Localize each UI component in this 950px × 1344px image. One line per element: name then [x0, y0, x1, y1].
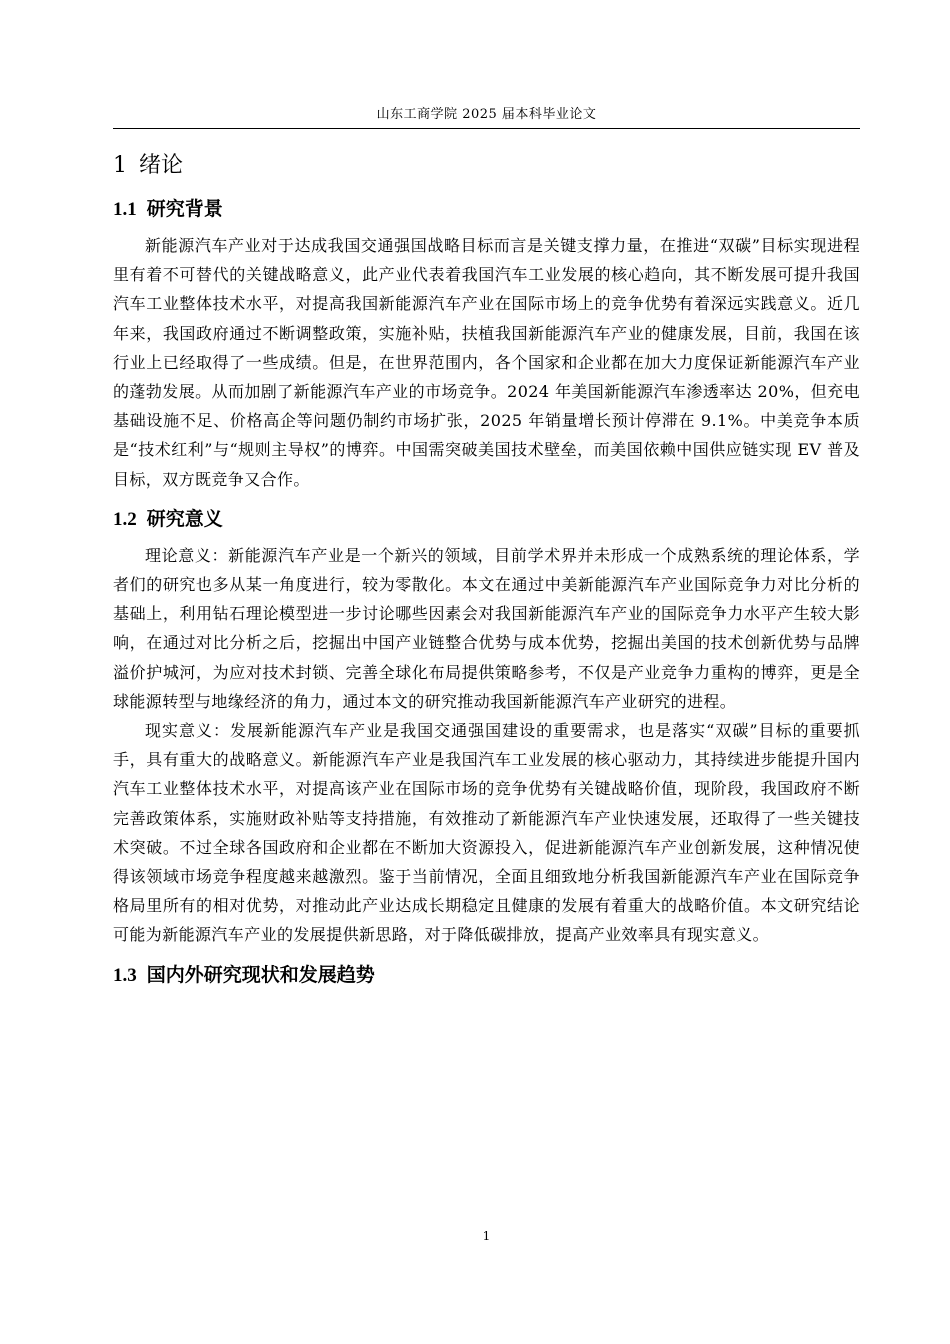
chapter-title: 绪论: [139, 153, 184, 178]
paragraph-research-background: 新能源汽车产业对于达成我国交通强国战略目标而言是关键支撑力量，在推进“双碳”目标实现进程里有着不可替代的关键战略意义，此产业代表着我国汽车工业发展的核心趋向，其不断发展可提升我国汽车工业整体技术水平，对提高我国新能源汽车产业在国际市场上的竞争优势有着深远实践意义。近几年来，我国政府通过不断调整政策，实施补贴，扶植我国新能源汽车产业的健康发展，目前，我国在该行业上已经取得了一些成绩。但是，在世界范围内，各个国家和企业都在加大力度保证新能源汽车产业的蓬勃发展。从而加剧了新能源汽车产业的市场竞争。2024 年美国新能源汽车渗透率达 20%，但充电基础设施不足、价格高企等问题仍制约市场扩张，2025 年销量增长预计停滞在 9.1%。中美竞争本质是“技术红利”与“规则主导权”的博弈。中国需突破美国技术壁垒，而美国依赖中国供应链实现 EV 普及目标，双方既竞争又合作。: [113, 236, 860, 489]
section-number: 1.2: [113, 508, 137, 530]
section-heading-1-2: [113, 504, 860, 535]
page-number: 1: [482, 1229, 491, 1243]
section-title: 研究背景: [146, 198, 223, 220]
paragraph-practical-significance: 现实意义：发展新能源汽车产业是我国交通强国建设的重要需求，也是落实“双碳”目标的重要抓手，具有重大的战略意义。新能源汽车产业是我国汽车工业发展的核心驱动力，其持续进步能提升国内汽车工业整体技术水平，对提高该产业在国际市场的竞争优势有关键战略价值，现阶段，我国政府不断完善政策体系，实施财政补贴等支持措施，有效推动了新能源汽车产业快速发展，还取得了一些关键技术突破。不过全球各国政府和企业都在不断加大资源投入，促进新能源汽车产业创新发展，这种情况使得该领域市场竞争程度越来越激烈。鉴于当前情况，全面且细致地分析我国新能源汽车产业在国际竞争格局里所有的相对优势，对推动此产业达成长期稳定且健康的发展有着重大的战略价值。本文研究结论可能为新能源汽车产业的发展提供新思路，对于降低碳排放，提高产业效率具有现实意义。: [113, 721, 860, 945]
paragraph-theoretical-significance: 理论意义：新能源汽车产业是一个新兴的领域，目前学术界并未形成一个成熟系统的理论体系，学者们的研究也多从某一角度进行，较为零散化。本文在通过中美新能源汽车产业国际竞争力对比分析的基础上，利用钻石理论模型进一步讨论哪些因素会对我国新能源汽车产业的国际竞争力水平产生较大影响，在通过对比分析之后，挖掘出中国产业链整合优势与成本优势，挖掘出美国的技术创新优势与品牌溢价护城河，为应对技术封锁、完善全球化布局提供策略参考，不仅是产业竞争力重构的博弈，更是全球能源转型与地缘经济的角力，通过本文的研究推动我国新能源汽车产业研究的进程。: [113, 545, 860, 711]
running-header: 山东工商学院 2025 届本科毕业论文: [376, 107, 597, 122]
chapter-heading: [113, 148, 860, 184]
section-title: 研究意义: [146, 507, 223, 530]
section-title: 国内外研究现状和发展趋势: [146, 963, 375, 986]
page-content: [113, 148, 860, 991]
section-number: 1.1: [113, 199, 137, 220]
header-rule: [113, 128, 860, 129]
chapter-number: 1: [113, 153, 127, 178]
section-heading-1-3: [113, 960, 860, 991]
section-heading-1-1: [113, 194, 860, 225]
section-number: 1.3: [113, 964, 137, 986]
